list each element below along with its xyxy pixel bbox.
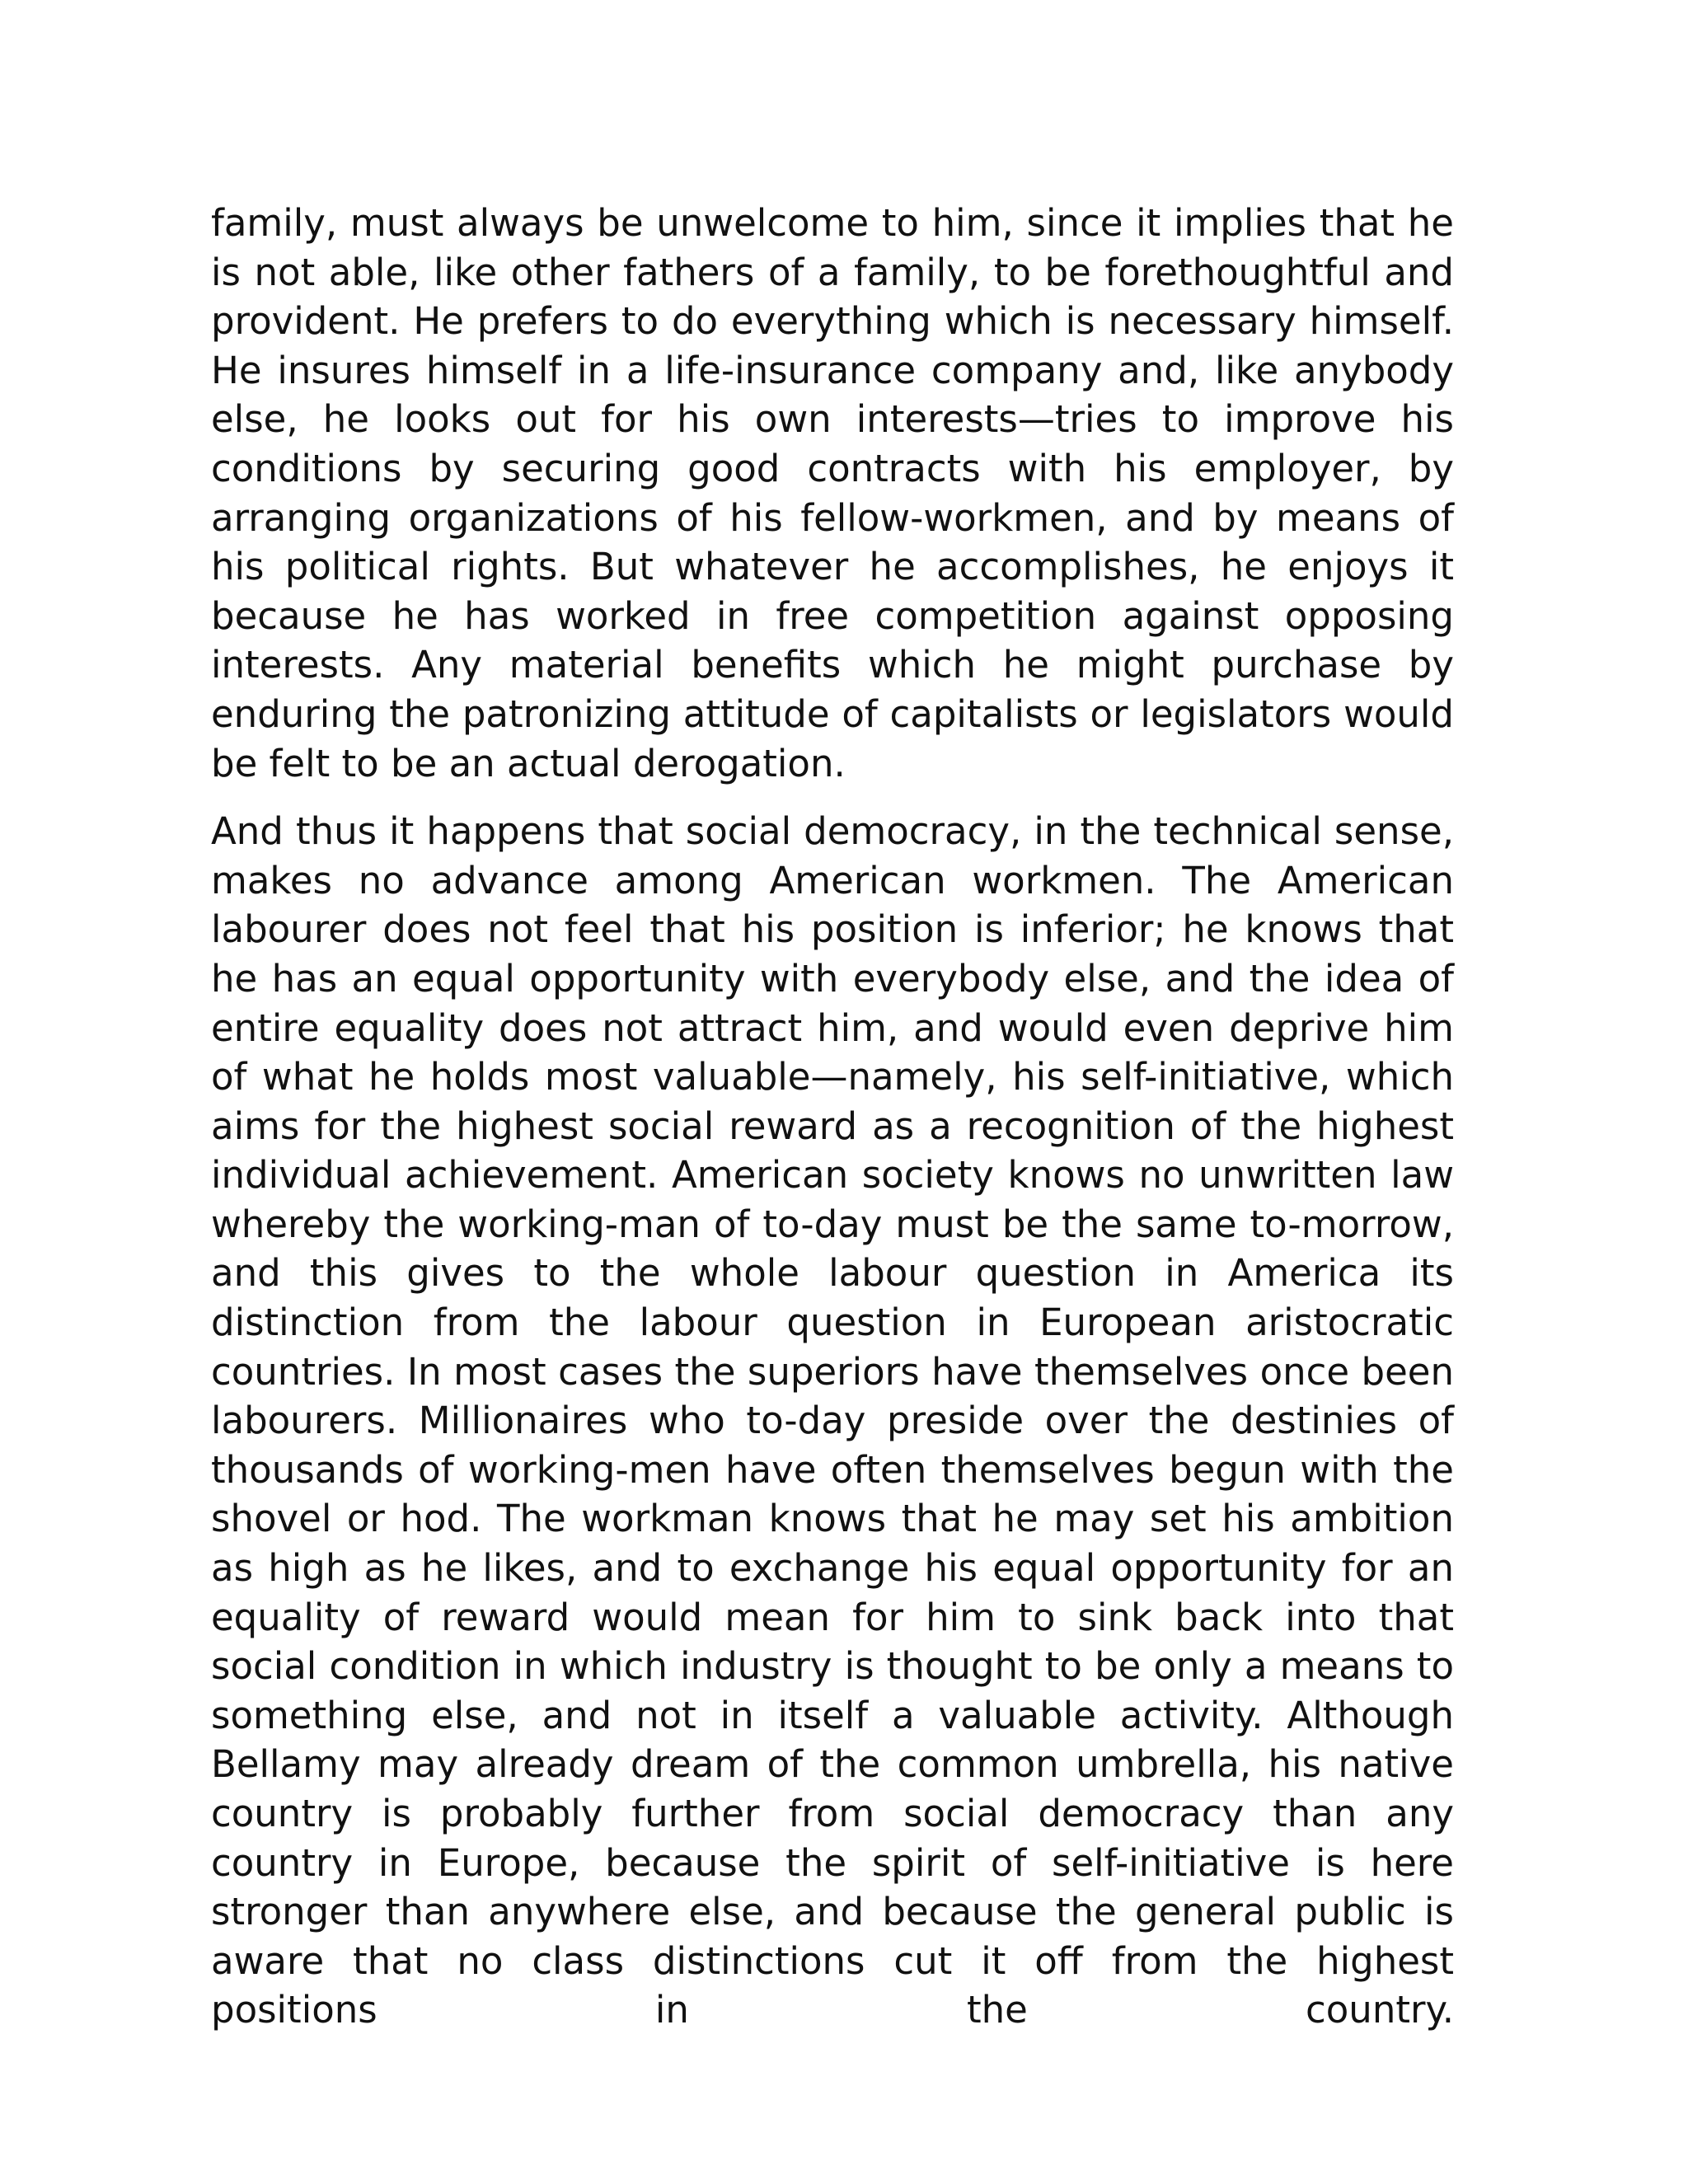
body-text	[211, 199, 1454, 2035]
paragraph-2: And thus it happens that social democracy, in the technical sense, makes no advance among American workmen. The American labourer does not feel that his position is inferior; he knows that he has an equal opportunity with everybody else, and the idea of entire equality does not attract him, and would even deprive him of what he holds most valuable—namely, his self-initiative, which aims for the highest social reward as a recognition of the highest individual achievement. American society knows no unwritten law whereby the working-man of to-day must be the same to-morrow, and this gives to the whole labour question in America its distinction from the labour question in European aristocratic countries. In most cases the superiors have themselves once been labourers. Millionaires who to-day preside over the destinies of thousands of working-men have often themselves begun with the shovel or hod. The workman knows that he may set his ambition as high as he likes, and to exchange his equal opportunity for an equality of reward would mean for him to sink back into that social condition in which industry is thought to be only a means to something else, and not in itself a valuable activity. Although Bellamy may already dream of the common umbrella, his native country is probably further from social democracy than any country in Europe, because the spirit of self-initiative is here stronger than anywhere else, and because the general public is aware that no class distinctions cut it off from the highest positions in the country.	[211, 809, 1454, 2032]
paragraph-1: family, must always be unwelcome to him, since it implies that he is not able, like other fathers of a family, to be forethoughtful and provident. He prefers to do everything which is necessary himself. He insures himself in a life-insurance company and, like anybody else, he looks out for his own interests—tries to improve his conditions by securing good contracts with his employer, by arranging organizations of his fellow-workmen, and by means of his political rights. But whatever he accomplishes, he enjoys it because he has worked in free competition against opposing interests. Any material benefits which he might purchase by enduring the patronizing attitude of capitalists or legislators would be felt to be an actual derogation.	[211, 201, 1454, 785]
